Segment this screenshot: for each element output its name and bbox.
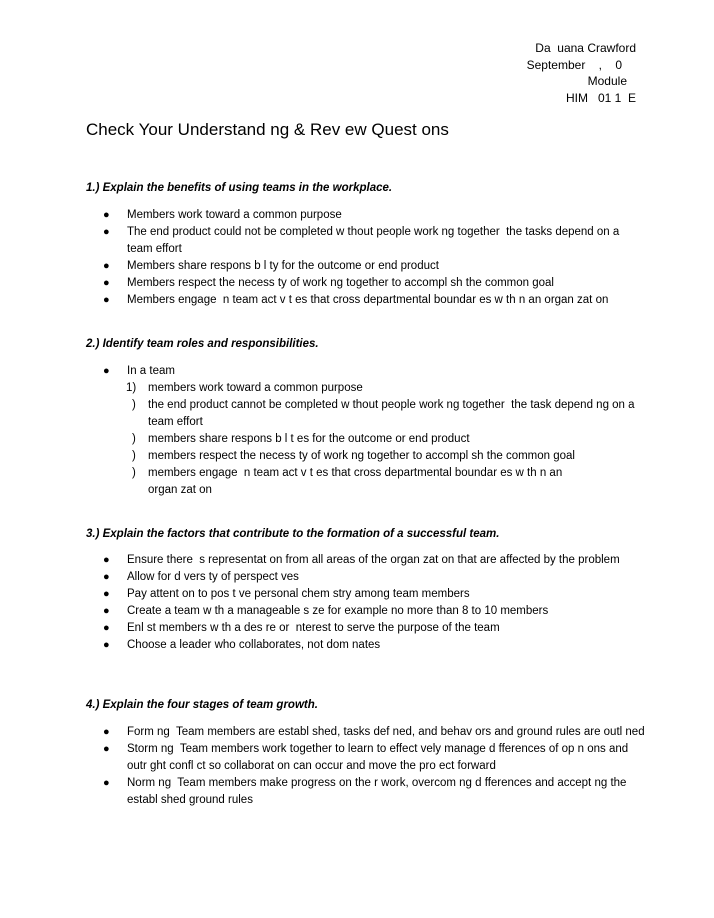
list-item: ● Pay attent on to pos t ve personal chem stry among team members: [86, 586, 646, 603]
author-name: Da uana Crawford: [535, 41, 636, 55]
section-1: [86, 180, 646, 309]
bullet-icon: ●: [103, 605, 110, 617]
list-item: ● Norm ng Team members make progress on the r work, overcom ng d fferences and accept ng the establ shed ground rules: [103, 777, 630, 806]
list-item: ● Members engage n team act v t es that cross departmental boundar es w th n an organ zat on: [86, 292, 646, 309]
question-4: 4.) Explain the four stages of team growth.: [86, 699, 318, 711]
list-item: ● Members share respons b l ty for the outcome or end product: [86, 258, 646, 275]
bullet-icon: ●: [103, 726, 110, 738]
list-item: ● In a team: [86, 363, 646, 380]
answer-list-4: [86, 724, 646, 809]
list-item: ● Choose a leader who collaborates, not dom nates: [86, 637, 646, 654]
bullet-icon: ●: [103, 743, 110, 755]
answer-list-2: [86, 363, 646, 380]
bullet-icon: ●: [103, 209, 110, 221]
sublist-item: 1) members work toward a common purpose: [126, 382, 363, 394]
bullet-icon: ●: [103, 622, 110, 634]
module-label: Module: [587, 74, 627, 88]
question-2: 2.) Identify team roles and responsibilities.: [86, 338, 319, 350]
list-item: ● The end product could not be completed w thout people work ng together the tasks depend on a team effort: [103, 226, 623, 255]
question-1: 1.) Explain the benefits of using teams in the workplace.: [86, 182, 393, 194]
course-code: HIM 01 1 E: [565, 90, 636, 105]
sublist-item: ) members engage n team act v t es that cross departmental boundar es w th n an organ zat on: [132, 467, 566, 496]
section-3: [86, 526, 646, 654]
numbered-sublist: [86, 380, 646, 499]
sublist-item: ) members respect the necess ty of work ng together to accompl sh the common goal: [132, 450, 575, 462]
sublist-item: ) members share respons b l t es for the outcome or end product: [132, 433, 470, 445]
bullet-icon: ●: [103, 639, 110, 651]
section-4: [86, 697, 646, 809]
bullet-icon: ●: [103, 226, 110, 238]
bullet-icon: ●: [103, 294, 110, 306]
document-header: [527, 40, 636, 106]
answer-list-3: [86, 552, 646, 654]
list-item: ● Storm ng Team members work together to learn to effect vely manage d fferences of op n ons and outr ght confl ct so collaborat on can occur and move the pro ect forward: [103, 743, 632, 772]
answer-list-1: [86, 207, 646, 309]
bullet-icon: ●: [103, 260, 110, 272]
list-item: ● Ensure there s representat on from all areas of the organ zat on that are affected by the problem: [86, 552, 646, 569]
bullet-icon: ●: [103, 588, 110, 600]
list-item: ● Form ng Team members are establ shed, tasks def ned, and behav ors and ground rules are outl ned: [86, 724, 646, 741]
bullet-icon: ●: [103, 277, 110, 289]
list-item: ● Members respect the necess ty of work ng together to accompl sh the common goal: [86, 275, 646, 292]
question-3: 3.) Explain the factors that contribute to the formation of a successful team.: [86, 528, 500, 540]
section-2: [86, 336, 646, 499]
list-item: ● Members work toward a common purpose: [86, 207, 646, 224]
list-item: ● Allow for d vers ty of perspect ves: [86, 569, 646, 586]
sublist-item: ) the end product cannot be completed w thout people work ng together the task depend ng on a team effort: [132, 399, 638, 428]
document-date: September , 0: [526, 57, 622, 72]
bullet-icon: ●: [103, 777, 110, 789]
bullet-icon: ●: [103, 554, 110, 566]
bullet-icon: ●: [103, 365, 110, 377]
page-title: Check Your Understand ng & Rev ew Quest ons: [86, 120, 449, 139]
list-item: ● Create a team w th a manageable s ze for example no more than 8 to 10 members: [86, 603, 646, 620]
bullet-icon: ●: [103, 571, 110, 583]
list-item: ● Enl st members w th a des re or nterest to serve the purpose of the team: [86, 620, 646, 637]
